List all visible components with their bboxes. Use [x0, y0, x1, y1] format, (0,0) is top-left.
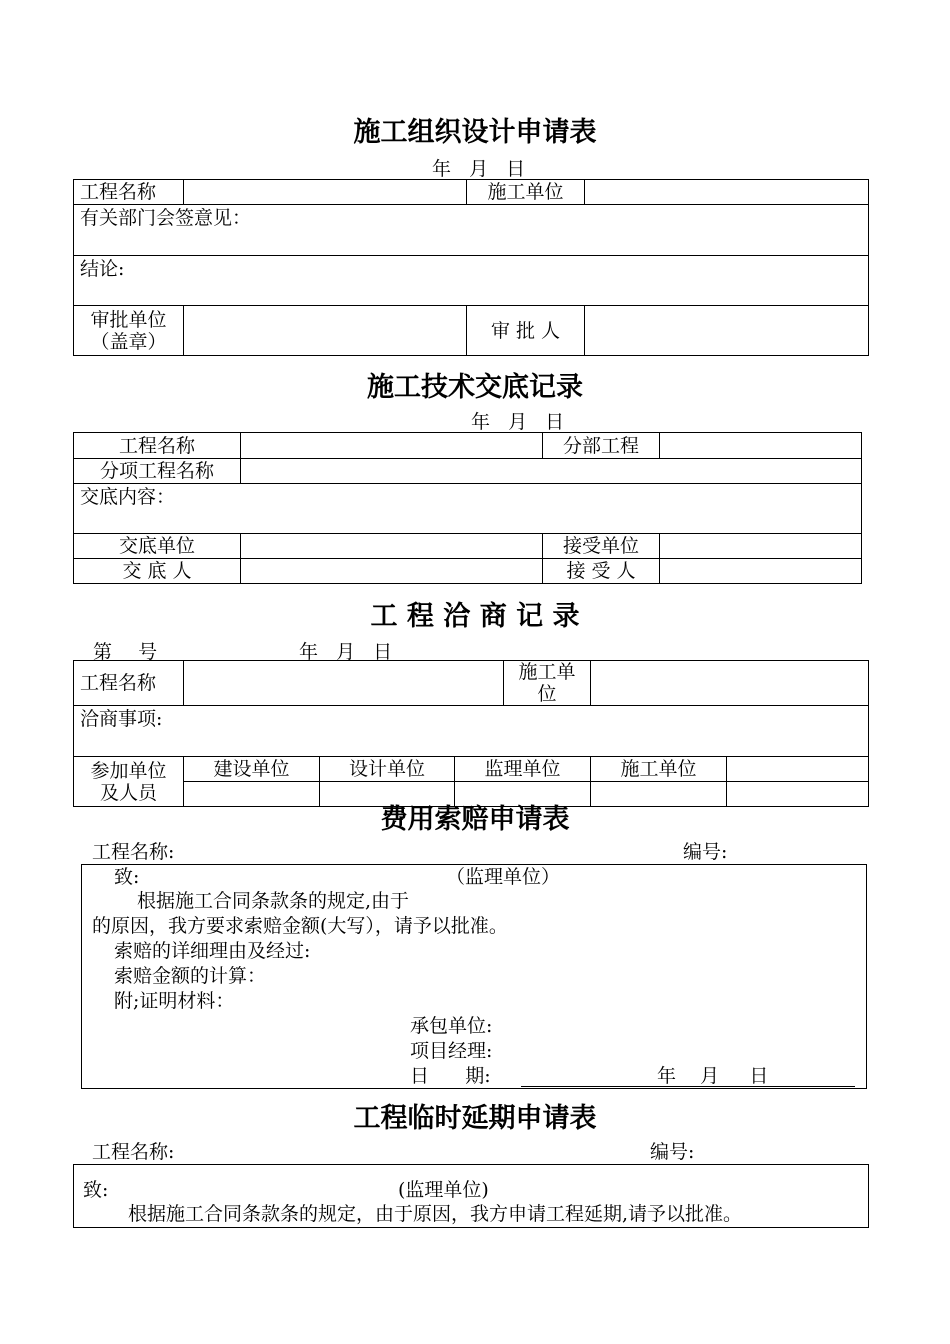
item-project-field[interactable]: [241, 459, 862, 484]
section1-title: 施工组织设计申请表: [353, 117, 597, 148]
claim-line2: 的原因，我方要求索赔金额(大写），请予以批准。: [92, 915, 508, 937]
dept-opinion-field[interactable]: [74, 205, 869, 256]
section4-project-name: 工程名称:: [92, 841, 175, 863]
section3-title: 工 程 洽 商 记 录: [370, 601, 580, 632]
section3-date: 年 月 日: [299, 641, 395, 663]
matters-field[interactable]: [74, 706, 869, 757]
claim-line1: 根据施工合同条款条的规定,由于: [137, 890, 410, 912]
handover-person-field[interactable]: [241, 559, 543, 584]
disclosure-content-field[interactable]: [74, 484, 862, 534]
extension-line1: 根据施工合同条款条的规定，由于原因，我方申请工程延期,请予以批准。: [128, 1203, 743, 1225]
label-approval-unit-text: 审批单位: [90, 308, 167, 331]
extension-to: 致:: [83, 1179, 109, 1201]
label-party-design: 设计单位: [320, 757, 455, 782]
label-matters: 洽商事项:: [80, 708, 163, 730]
construction-design-table: [73, 179, 869, 356]
approver-field[interactable]: [585, 306, 869, 356]
claim-date-ymd: 年 月 日: [657, 1065, 769, 1087]
label-approver: 审 批 人: [467, 306, 585, 356]
claim-line5: 附;证明材料：: [114, 990, 235, 1012]
claim-contractor: 承包单位:: [410, 1015, 493, 1037]
label-participants-1: 参加单位: [90, 759, 167, 782]
label-conclusion: 结论:: [80, 258, 125, 280]
label-project-name: 工程名称: [74, 180, 184, 205]
section5-number: 编号:: [650, 1141, 695, 1163]
label-construction-unit: 施工单位: [467, 180, 585, 205]
label-dept-opinion: 有关部门会签意见：: [80, 207, 252, 229]
claim-supervisor: （监理单位）: [446, 866, 561, 888]
label-sub-project: 分部工程: [543, 433, 660, 459]
section4-title: 费用索赔申请表: [380, 804, 570, 835]
claim-line3: 索赔的详细理由及经过:: [114, 940, 311, 962]
label-content: 交底内容：: [80, 486, 176, 508]
label-party-supervisor: 监理单位: [455, 757, 591, 782]
claim-line4: 索赔金额的计算：: [114, 965, 267, 987]
handover-unit-field[interactable]: [241, 534, 543, 559]
label-party-contractor: 施工单位: [591, 757, 727, 782]
extension-supervisor: (监理单位): [398, 1179, 489, 1201]
label-handover-unit: 交底单位: [74, 534, 241, 559]
sub-project-field[interactable]: [660, 433, 862, 459]
label-project-name: 工程名称: [74, 661, 184, 706]
party-extra-header: [727, 757, 869, 782]
construction-unit-field[interactable]: [591, 661, 869, 706]
label-seal: （盖章）: [90, 330, 167, 353]
conclusion-field[interactable]: [74, 256, 869, 306]
label-party-client: 建设单位: [184, 757, 320, 782]
label-approval-unit: [74, 306, 184, 356]
label-receiving-unit: 接受单位: [543, 534, 660, 559]
project-name-field[interactable]: [241, 433, 543, 459]
section3-number: 第 号: [93, 641, 160, 663]
label-handover-person: 交 底 人: [74, 559, 241, 584]
technical-disclosure-table: [73, 432, 862, 584]
project-name-field[interactable]: [184, 661, 504, 706]
negotiation-record-table: [73, 660, 869, 807]
section1-date: 年 月 日: [432, 158, 528, 180]
claim-to: 致:: [114, 866, 140, 888]
section2-date: 年 月 日: [471, 411, 567, 433]
claim-date-label: 日 期:: [410, 1065, 491, 1087]
section2-title: 施工技术交底记录: [367, 372, 583, 403]
label-item-project: 分项工程名称: [74, 459, 241, 484]
claim-manager: 项目经理:: [410, 1040, 493, 1062]
receiver-field[interactable]: [660, 559, 862, 584]
receiving-unit-field[interactable]: [660, 534, 862, 559]
label-receiver: 接 受 人: [543, 559, 660, 584]
section4-number: 编号:: [683, 841, 728, 863]
section5-project-name: 工程名称:: [92, 1141, 175, 1163]
section5-title: 工程临时延期申请表: [353, 1103, 597, 1134]
label-project-name: 工程名称: [74, 433, 241, 459]
project-name-field[interactable]: [184, 180, 467, 205]
label-construction-unit: 施工单位: [504, 661, 591, 706]
construction-unit-field[interactable]: [585, 180, 869, 205]
label-participants-2: 及人员: [99, 781, 157, 804]
approval-unit-field[interactable]: [184, 306, 467, 356]
